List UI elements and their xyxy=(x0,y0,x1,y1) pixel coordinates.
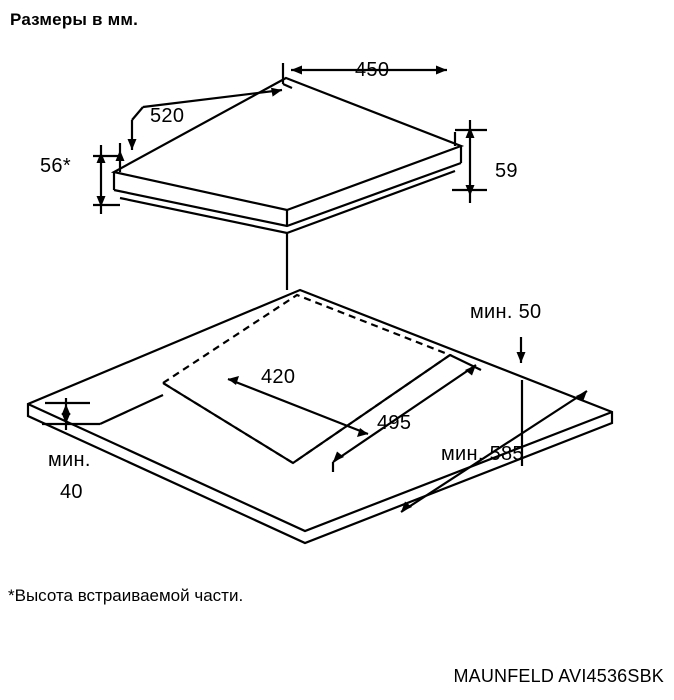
arrow-min50 xyxy=(517,352,526,363)
footnote-text: *Высота встраиваемой части. xyxy=(8,586,244,605)
arrow-59-top xyxy=(466,127,475,138)
arrow-520-down xyxy=(128,139,137,150)
dimension-label-min-40-line2: 40 xyxy=(60,481,83,503)
cutout-offset-right xyxy=(450,355,481,370)
dimension-label-min-585: мин. 585 xyxy=(441,443,524,465)
arrow-495-right xyxy=(465,365,476,376)
dimension-label-420: 420 xyxy=(261,366,296,388)
arrow-585-top xyxy=(576,391,587,402)
ext-min40-leader xyxy=(100,395,163,424)
leader-520 xyxy=(132,107,143,120)
arrow-450-right xyxy=(436,66,447,75)
dimension-label-min-50: мин. 50 xyxy=(470,301,542,323)
dimension-label-56: 56* xyxy=(40,155,71,177)
dimension-label-59: 59 xyxy=(495,160,518,182)
cutout-outline-hidden xyxy=(163,295,450,463)
cooktop-top-face xyxy=(114,78,461,210)
countertop-top-edge xyxy=(28,404,612,531)
dimension-label-495: 495 xyxy=(377,412,412,434)
dimline-420 xyxy=(228,379,368,434)
dimension-label-min-40-line1: мин. xyxy=(48,449,91,471)
tick-450 xyxy=(283,84,292,88)
dimension-label-450: 450 xyxy=(355,58,390,81)
arrow-56-top xyxy=(97,152,106,163)
page-title: Размеры в мм. xyxy=(10,10,139,29)
model-label: MAUNFELD AVI4536SBK xyxy=(453,666,664,686)
dimension-label-520: 520 xyxy=(150,105,185,127)
arrow-450-left xyxy=(291,66,302,75)
arrow-585-bottom xyxy=(401,502,412,513)
arrow-495-left xyxy=(333,452,344,463)
